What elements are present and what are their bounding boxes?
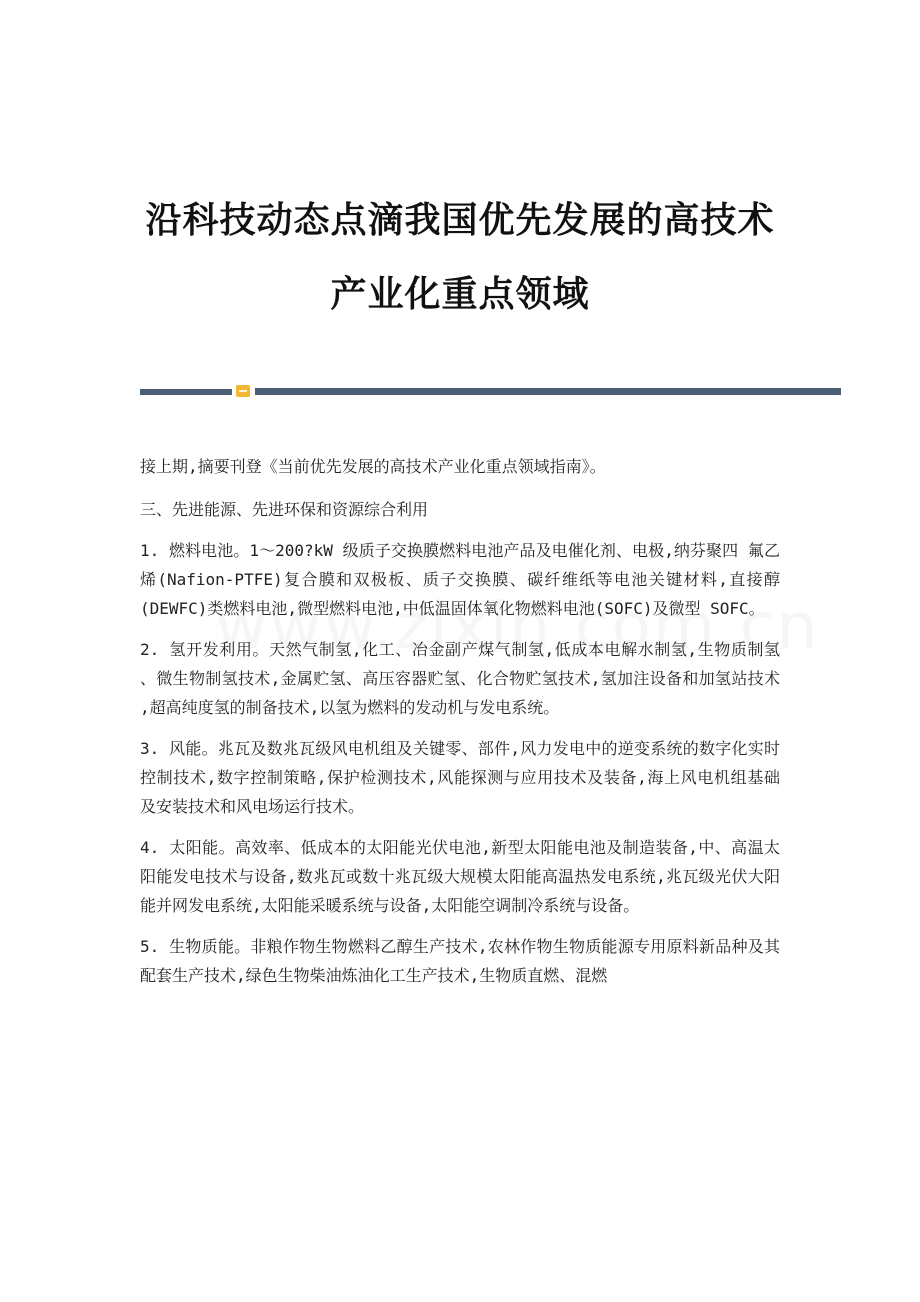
document-title-line-1: 沿科技动态点滴我国优先发展的高技术: [145, 199, 775, 241]
list-item: 5. 生物质能。非粮作物生物燃料乙醇生产技术,农林作物生物质能源专用原料新品种及其 配套生产技术,绿色生物柴油炼油化工生产技术,生物质直燃、混燃: [140, 937, 780, 985]
intro-paragraph: 接上期,摘要刊登《当前优先发展的高技术产业化重点领域指南》。: [140, 457, 606, 476]
divider-bar-left: [140, 389, 232, 395]
list-item: 3. 风能。兆瓦及数兆瓦级风电机组及关键零、部件,风力发电中的逆变系统的数字化实时 控制技术,数字控制策略,保护检测技术,风能探测与应用技术及装备,海上风电机组基础 及安装技术和风电场运行技术。: [140, 739, 780, 816]
document-title-line-2: 产业化重点领域: [330, 273, 590, 315]
divider-bar-right: [255, 388, 841, 395]
section-heading: 三、先进能源、先进环保和资源综合利用: [140, 500, 429, 519]
list-item: 2. 氢开发利用。天然气制氢,化工、冶金副产煤气制氢,低成本电解水制氢,生物质制氢 、微生物制氢技术,金属贮氢、高压容器贮氢、化合物贮氢技术,氢加注设备和加氢站技术 ,超高纯度氢的制备技术,以氢为燃料的发动机与发电系统。: [140, 640, 780, 717]
article-body: [140, 452, 780, 1002]
title-divider: [140, 384, 841, 398]
list-item: 1. 燃料电池。1～200?kW 级质子交换膜燃料电池产品及电催化剂、电极,纳芬聚四 氟乙烯(Nafion-PTFE)复合膜和双极板、质子交换膜、碳纤维纸等电池关键材料,直接醇 (DEWFC)类燃料电池,微型燃料电池,中低温固体氧化物燃料电池(SOFC)及微型 SOFC。: [140, 541, 780, 618]
divider-badge-icon: [236, 385, 250, 397]
list-item: 4. 太阳能。高效率、低成本的太阳能光伏电池,新型太阳能电池及制造装备,中、高温太 阳能发电技术与设备,数兆瓦或数十兆瓦级大规模太阳能高温热发电系统,兆瓦级光伏大阳 能并网发电系统,太阳能采暖系统与设备,太阳能空调制冷系统与设备。: [140, 838, 780, 915]
